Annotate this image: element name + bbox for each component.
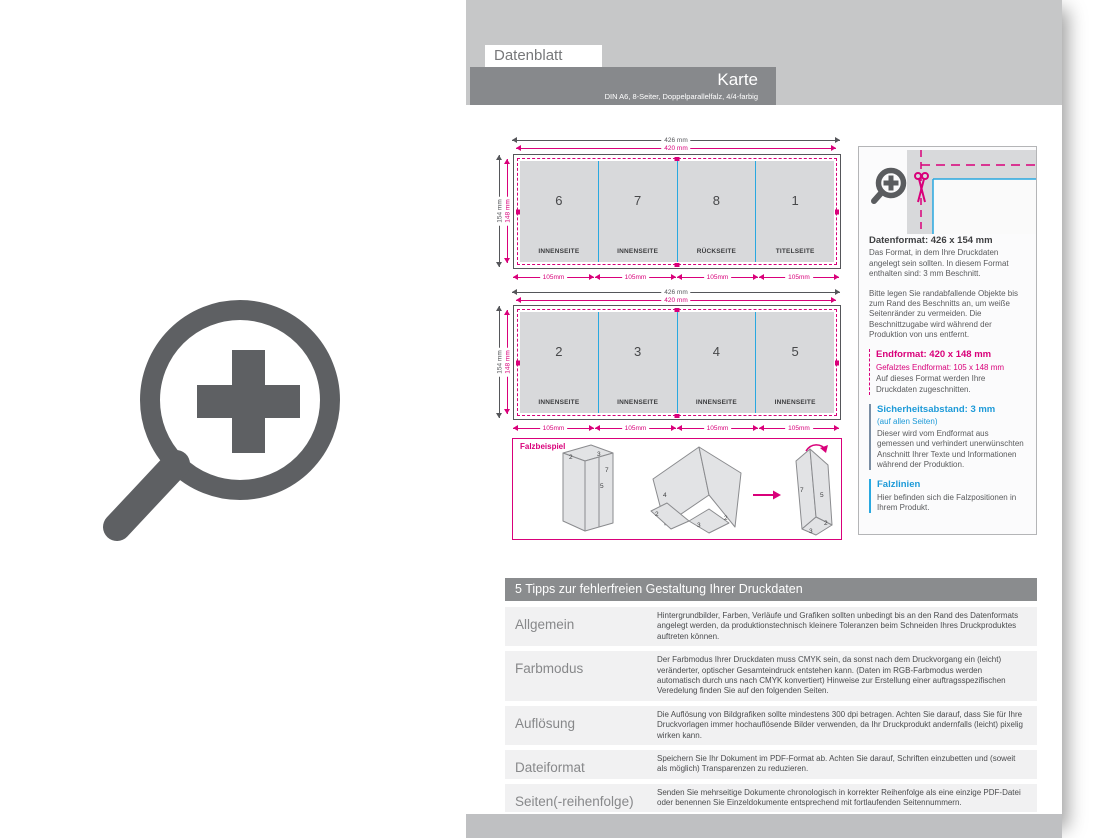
fold-example-illustration	[513, 439, 841, 539]
tips-row-dateiformat: Dateiformat Speichern Sie Ihr Dokument im PDF-Format ab. Achten Sie darauf, Schriften einzubetten und (soweit als möglich) Transparenzen zu reduzieren.	[505, 750, 1037, 779]
tips-table	[505, 578, 1037, 817]
svg-text:2: 2	[569, 454, 573, 461]
safety-margin-section	[869, 404, 1026, 470]
svg-text:2: 2	[724, 515, 728, 522]
format-info-box	[858, 146, 1037, 535]
panel-page-6: 6 INNENSEITE	[520, 161, 599, 262]
fold-lines-section	[869, 479, 1026, 513]
tips-row-seitenreihenfolge: Seiten(-reihenfolge) Senden Sie mehrseitige Dokumente chronologisch in korrekter Reihenfolge als eine einzige PDF-Datei oder benennen Sie Einzeldokumente entsprechend mit fortlaufenden Seitennummern.	[505, 784, 1037, 813]
fold-arrow-icon	[753, 491, 781, 500]
svg-text:7: 7	[605, 467, 609, 474]
svg-text:5: 5	[600, 483, 604, 490]
endformat-sub: Gefalztes Endformat: 105 x 148 mm	[876, 362, 1005, 372]
safety-margin-sub: (auf allen Seiten)	[877, 417, 938, 427]
svg-text:3: 3	[809, 528, 813, 535]
svg-text:4: 4	[663, 492, 667, 499]
dim-endformat-width-1: 420 mm	[516, 148, 836, 149]
dim-datenformat-width-1: 426 mm	[512, 140, 840, 141]
datenformat-title: Datenformat: 426 x 154 mm	[869, 235, 993, 246]
panel-page-7: 7 INNENSEITE	[599, 161, 678, 262]
product-header	[470, 67, 776, 105]
zoom-plus-icon	[95, 285, 355, 555]
sheet-bottom-band	[466, 814, 1062, 838]
tab-label: Datenblatt	[494, 47, 563, 64]
dim-endformat-height-2: 148 mm	[507, 310, 508, 414]
dim-panel-width-2b: 105mm	[595, 428, 676, 429]
endformat-body: Auf dieses Format werden Ihre Druckdaten zugeschnitten.	[876, 374, 986, 394]
svg-text:3: 3	[597, 451, 601, 458]
page-subtitle: DIN A6, 8-Seiter, Doppelparallelfalz, 4/4-farbig	[604, 92, 758, 101]
spread-diagram-outer-1	[513, 154, 841, 269]
panel-page-4: 4 INNENSEITE	[678, 312, 757, 413]
dim-panel-width-1c: 105mm	[677, 277, 758, 278]
endformat-dashed-frame-1	[517, 158, 837, 265]
svg-text:3: 3	[697, 522, 701, 529]
dim-panel-width-1d: 105mm	[759, 277, 839, 278]
dim-panel-width-2a: 105mm	[513, 428, 594, 429]
fold-lines-title: Falzlinien	[877, 479, 921, 491]
fold-example-label: Falzbeispiel	[520, 442, 566, 451]
dim-datenformat-height-2: 154 mm	[499, 306, 500, 418]
panel-page-5: 5 INNENSEITE	[756, 312, 834, 413]
dim-endformat-height-1: 148 mm	[507, 159, 508, 263]
panel-page-8: 8 RÜCKSEITE	[678, 161, 757, 262]
tips-row-farbmodus: Farbmodus Der Farbmodus Ihrer Druckdaten muss CMYK sein, da sonst nach dem Druckvorgang ein (leicht) veränderter, optischer Gesamteindruck entstehen kann. (Daten im RGB-Farbmodus werden automatisch durch uns nach CMYK konvertiert) Hinweise zur Erstellung einer auftragsspezifischen Veredelung finden Sie auf den folgenden Seiten.	[505, 651, 1037, 701]
spread-diagram-outer-2	[513, 305, 841, 420]
bleed-note: Bitte legen Sie randabfallende Objekte bis zum Rand des Beschnitts an, um weiße Seitenränder zu vermeiden. Die Beschnittzugabe wird während der Produktion von uns entfernt.	[869, 288, 1018, 340]
safety-margin-body: Dieser wird vom Endformat aus gemessen und verhindert unerwünschten Anschnitt Ihrer Texte und Informationen während der Produktion.	[877, 428, 1024, 469]
dim-panel-width-2d: 105mm	[759, 428, 839, 429]
svg-text:2: 2	[824, 520, 828, 527]
endformat-title: Endformat: 420 x 148 mm	[876, 349, 992, 361]
tab-datenblatt	[485, 45, 602, 67]
endformat-section	[869, 349, 1026, 395]
svg-text:7: 7	[800, 487, 804, 494]
fold-lines-body: Hier befinden sich die Falzpositionen in Ihrem Produkt.	[877, 492, 1017, 513]
svg-text:5: 5	[820, 492, 824, 499]
dim-panel-width-1a: 105mm	[513, 277, 594, 278]
bleed-corner-illustration	[907, 150, 1036, 234]
panel-page-1: 1 TITELSEITE	[756, 161, 834, 262]
panel-page-3: 3 INNENSEITE	[599, 312, 678, 413]
endformat-dashed-frame-2	[517, 309, 837, 416]
page-title: Karte	[717, 70, 758, 89]
dim-panel-width-1b: 105mm	[595, 277, 676, 278]
tips-row-allgemein: Allgemein Hintergrundbilder, Farben, Verläufe und Grafiken sollten unbedingt bis an den Rand des Datenformats angelegt werden, da produktionstechnisch kleinere Toleranzen beim Schneiden Ihres Druckproduktes auftreten können.	[505, 607, 1037, 646]
dim-datenformat-height-1: 154 mm	[499, 155, 500, 267]
datenformat-body: Das Format, in dem Ihre Druckdaten angelegt sein sollten. In diesem Format enthalten sind: 3 mm Beschnitt.	[869, 248, 1009, 279]
dim-datenformat-width-2: 426 mm	[512, 292, 840, 293]
tips-header: 5 Tipps zur fehlerfreien Gestaltung Ihrer Druckdaten	[505, 578, 1037, 601]
dim-endformat-width-2: 420 mm	[516, 300, 836, 301]
safety-margin-title: Sicherheitsabstand: 3 mm	[877, 403, 996, 415]
svg-text:2: 2	[655, 511, 659, 518]
fold-example-box	[512, 438, 842, 540]
dim-panel-width-2c: 105mm	[677, 428, 758, 429]
panel-page-2: 2 INNENSEITE	[520, 312, 599, 413]
tips-row-aufloesung: Auflösung Die Auflösung von Bildgrafiken sollte mindestens 300 dpi betragen. Achten Sie darauf, dass Sie für Ihre Druckvorlagen immer hochauflösende Bilder verwenden, da Ihr Druckprodukt andernfalls (leicht) pixelig wirken kann.	[505, 706, 1037, 745]
